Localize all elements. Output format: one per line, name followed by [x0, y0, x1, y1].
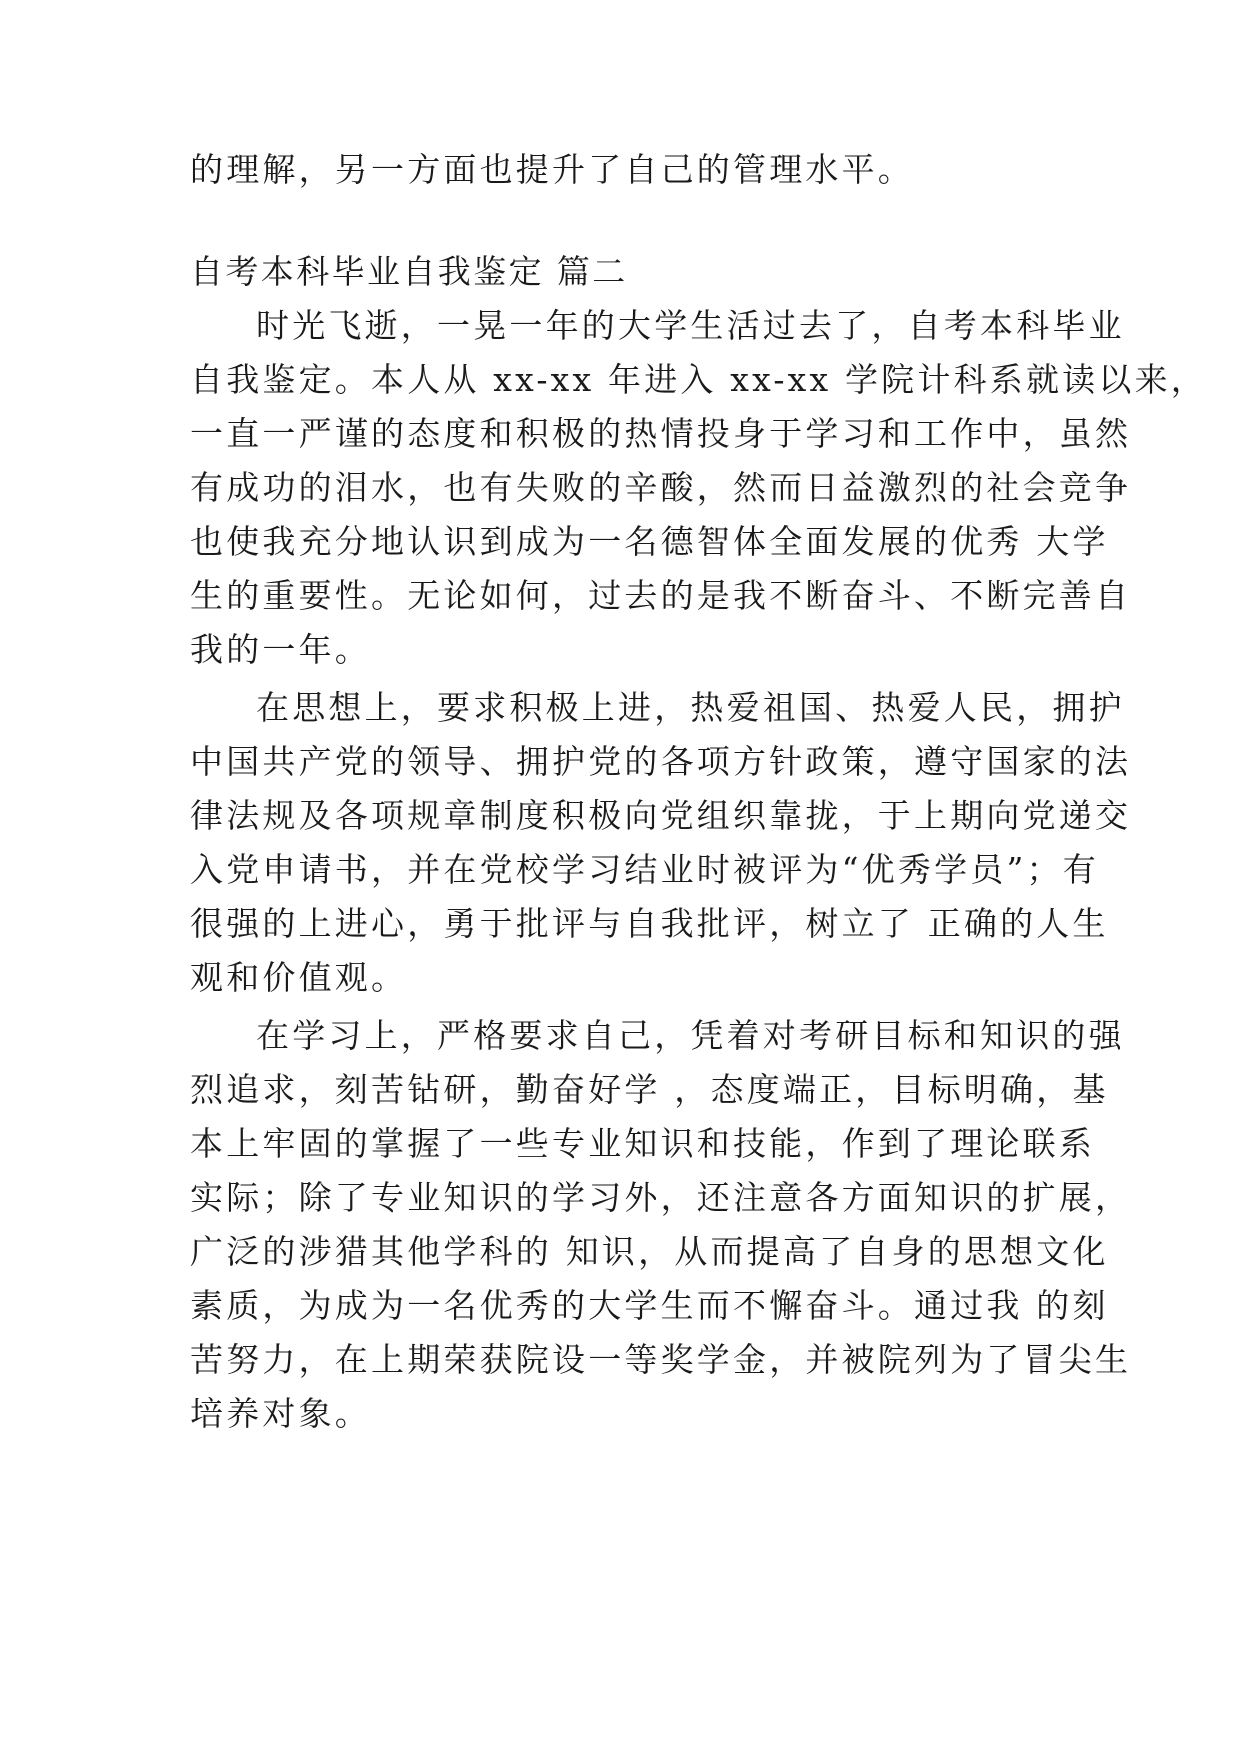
paragraph-line: 在思想上，要求积极上进，热爱祖国、热爱人民，拥护	[256, 688, 1125, 727]
paragraph-line: 也使我充分地认识到成为一名德智体全面发展的优秀 大学	[190, 522, 1109, 561]
paragraph-line: 很强的上进心，勇于批评与自我批评，树立了 正确的人生	[190, 904, 1109, 943]
paragraph-line: 本上牢固的掌握了一些专业知识和技能，作到了理论联系	[190, 1124, 1095, 1163]
paragraph-line: 生的重要性。无论如何，过去的是我不断奋斗、不断完善自	[190, 576, 1132, 615]
paragraph-line: 一直一严谨的态度和积极的热情投身于学习和工作中，虽然	[190, 414, 1132, 453]
paragraph-line: 苦努力，在上期荣获院设一等奖学金，并被院列为了冒尖生	[190, 1340, 1132, 1379]
paragraph-line: 在学习上，严格要求自己，凭着对考研目标和知识的强	[256, 1016, 1125, 1055]
paragraph-line: 入党申请书，并在党校学习结业时被评为“优秀学员”；有	[190, 850, 1099, 889]
carry-over-line: 的理解，另一方面也提升了自己的管理水平。	[190, 150, 914, 189]
paragraph-line: 有成功的泪水，也有失败的辛酸，然而日益激烈的社会竞争	[190, 468, 1132, 507]
paragraph-line: 自我鉴定。本人从 xx-xx 年进入 xx-xx 学院计科系就读以来，	[190, 360, 1207, 399]
section-title: 自考本科毕业自我鉴定 篇二	[190, 252, 628, 291]
paragraph-line: 实际；除了专业知识的学习外，还注意各方面知识的扩展，	[190, 1178, 1132, 1217]
paragraph-line: 中国共产党的领导、拥护党的各项方针政策，遵守国家的法	[190, 742, 1132, 781]
paragraph-line: 律法规及各项规章制度积极向党组织靠拢，于上期向党递交	[190, 796, 1132, 835]
paragraph-line: 广泛的涉猎其他学科的 知识，从而提高了自身的思想文化	[190, 1232, 1109, 1271]
paragraph-line: 我的一年。	[190, 630, 371, 669]
paragraph-line: 烈追求，刻苦钻研，勤奋好学 ，态度端正，目标明确，基	[190, 1070, 1109, 1109]
paragraph-line: 培养对象。	[190, 1394, 371, 1433]
paragraph-line: 素质，为成为一名优秀的大学生而不懈奋斗。通过我 的刻	[190, 1286, 1109, 1325]
paragraph-line: 观和价值观。	[190, 958, 408, 997]
paragraph-line: 时光飞逝，一晃一年的大学生活过去了，自考本科毕业	[256, 306, 1125, 345]
